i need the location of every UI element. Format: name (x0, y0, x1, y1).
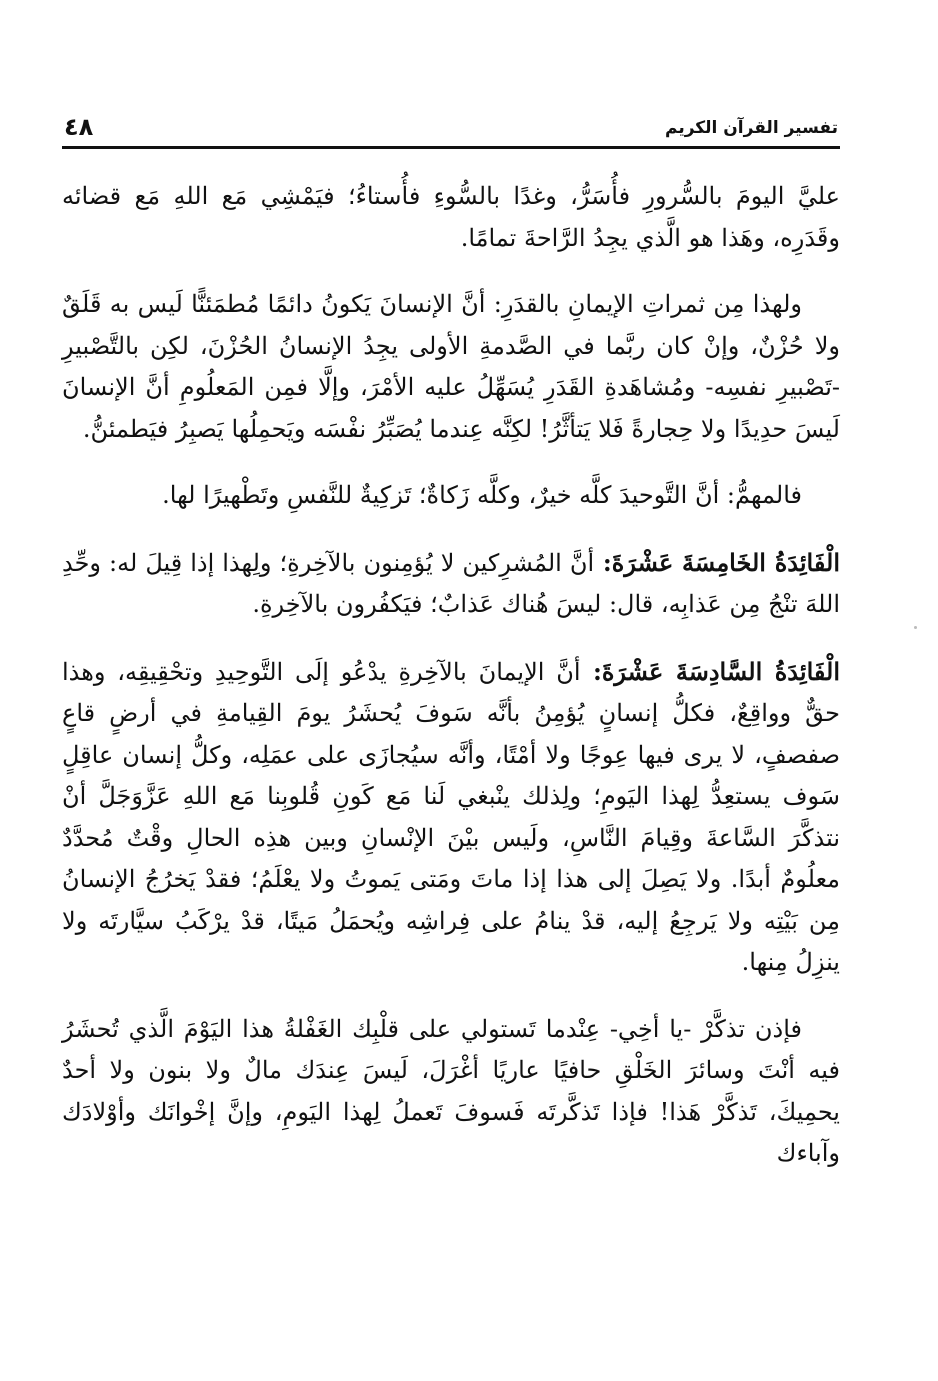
paragraph-3 (62, 475, 840, 517)
paragraph-text: أنَّ المُشرِكين لا يُؤمِنون بالآخِرةِ؛ ولِهذا إذا قِيلَ له: وحِّدِ اللهَ تنْجُ مِن عَذابِه، قال: ليسَ هُناك عَذابٌ؛ فيَكفُرون بالآخِرةِ. (62, 548, 840, 618)
paragraph-text: ولهذا مِن ثمراتِ الإيمانِ بالقدَرِ: أنَّ الإنسانَ يَكونُ دائمًا مُطمَئنًّا لَيس به قَلَقٌ ولا حُزْنٌ، وإنْ كان ربَّما في الصَّدمةِ الأولى يجِدُ الإنسانُ الحُزْنَ، لكِن بالتَّصْبيرِ -تَصْبيرِ نفسِه- ومُشاهَدةِ القَدَرِ يُسَهِّلُ عليه الأمْرَ، وإلَّا فمِن المَعلُومِ أنَّ الإنسانَ لَيسَ حدِيدًا ولا حِجارةً فَلا يَتأثَّرُ! لكِنَّه عِندما يُصَبِّرُ نفْسَه ويَحمِلُها يَصبِرُ فيَطمئنُّ. (62, 290, 840, 443)
paragraph-6 (62, 1009, 840, 1175)
header-rule (62, 146, 840, 149)
benefit-16-paragraph (62, 651, 840, 984)
page-body (62, 176, 840, 1200)
page-number: ٤٨ (64, 113, 94, 141)
benefit-15-paragraph (62, 542, 840, 626)
page-header (62, 112, 840, 148)
scan-speck (914, 626, 917, 629)
running-title: تفسير القرآن الكريم (664, 118, 838, 138)
paragraph-text: فالمهمُّ: أنَّ التَّوحيدَ كلَّه خيرٌ، وكلَّه زَكاةٌ؛ تَزكِيةٌ للنَّفسِ وتَطْهيرًا لها. (162, 481, 802, 509)
benefit-heading: الْفَائِدَةُ السَّادِسَةَ عَشْرَةَ: (580, 656, 841, 686)
paragraph-text: فإذن تذكَّرْ -يا أخِي- عِنْدما تَستولي على قلْبِك الغَفْلةُ هذا اليَوْمَ الَّذي تُحشَرُ فيه أنْتَ وسائرَ الخَلْقِ حافيًا عاريًا أغْرَلَ، لَيسَ عِندَك مالٌ ولا بنون ولا أحدٌ يحمِيكَ، تَذكَّرْ هَذا! فإذا تَذكَّرتَه فَسوفَ تَعملُ لِهذا اليَومِ، وإنَّ إخْوانَك وأوْلادَك وآباءك (62, 1014, 841, 1167)
paragraph-text: عليَّ اليومَ بالسُّرورِ فأُسَرُّ، وغدًا بالسُّوءِ فأُستاءُ؛ فيَمْشِي مَع اللهِ مَع قضائه وقَدَرِه، وهَذا هو الَّذي يجِدُ الرَّاحةَ تمامًا. (62, 182, 840, 252)
benefit-heading: الْفَائِدَةُ الخَامِسَةَ عَشْرَةَ: (594, 547, 840, 577)
paragraph-text: أنَّ الإيمانَ بالآخِرةِ يدْعُو إلَى التَّوحِيدِ وتحْقِيقِه، وهذا حقٌّ وواقِعٌ، فكلُّ إنسانٍ يُؤمِنُ بأنَّه سَوفَ يُحشَرُ يومَ القِيامةِ في أرضٍ قاعٍ صفصفٍ، لا يرى فيها عِوجًا ولا أمْتًا، وأنَّه سيُجازَى على عمَلِه، وكلُّ إنسان عاقِلٍ سَوف يستعِدُّ لِهذا اليَومِ؛ ولِذلك ينْبغي لَنا مَع كَونِ قُلوبِنا مَع اللهِ عَزَّوَجَلَّ أنْ نتذكَّرَ السَّاعةَ وقِيامَ النَّاسِ، ولَيس بيْنَ الإنْسانِ وبين هذِه الحالِ وقْتٌ مُحدَّدٌ معلُومٌ أبدًا. ولا يَصِلَ إلى هذا إذا ماتَ ومَتى يَموتُ ولا يعْلَمُ؛ فقدْ يَخرُجُ الإنسانُ مِن بَيْتِه ولا يَرجِعُ إليه، قدْ ينامُ على فِراشِه ويُحمَلُ مَيتًا، قدْ يرْكَبُ سيَّارتَه ولا ينزِلُ مِنها. (62, 657, 840, 976)
paragraph-1 (62, 176, 840, 259)
paragraph-2 (62, 284, 840, 450)
